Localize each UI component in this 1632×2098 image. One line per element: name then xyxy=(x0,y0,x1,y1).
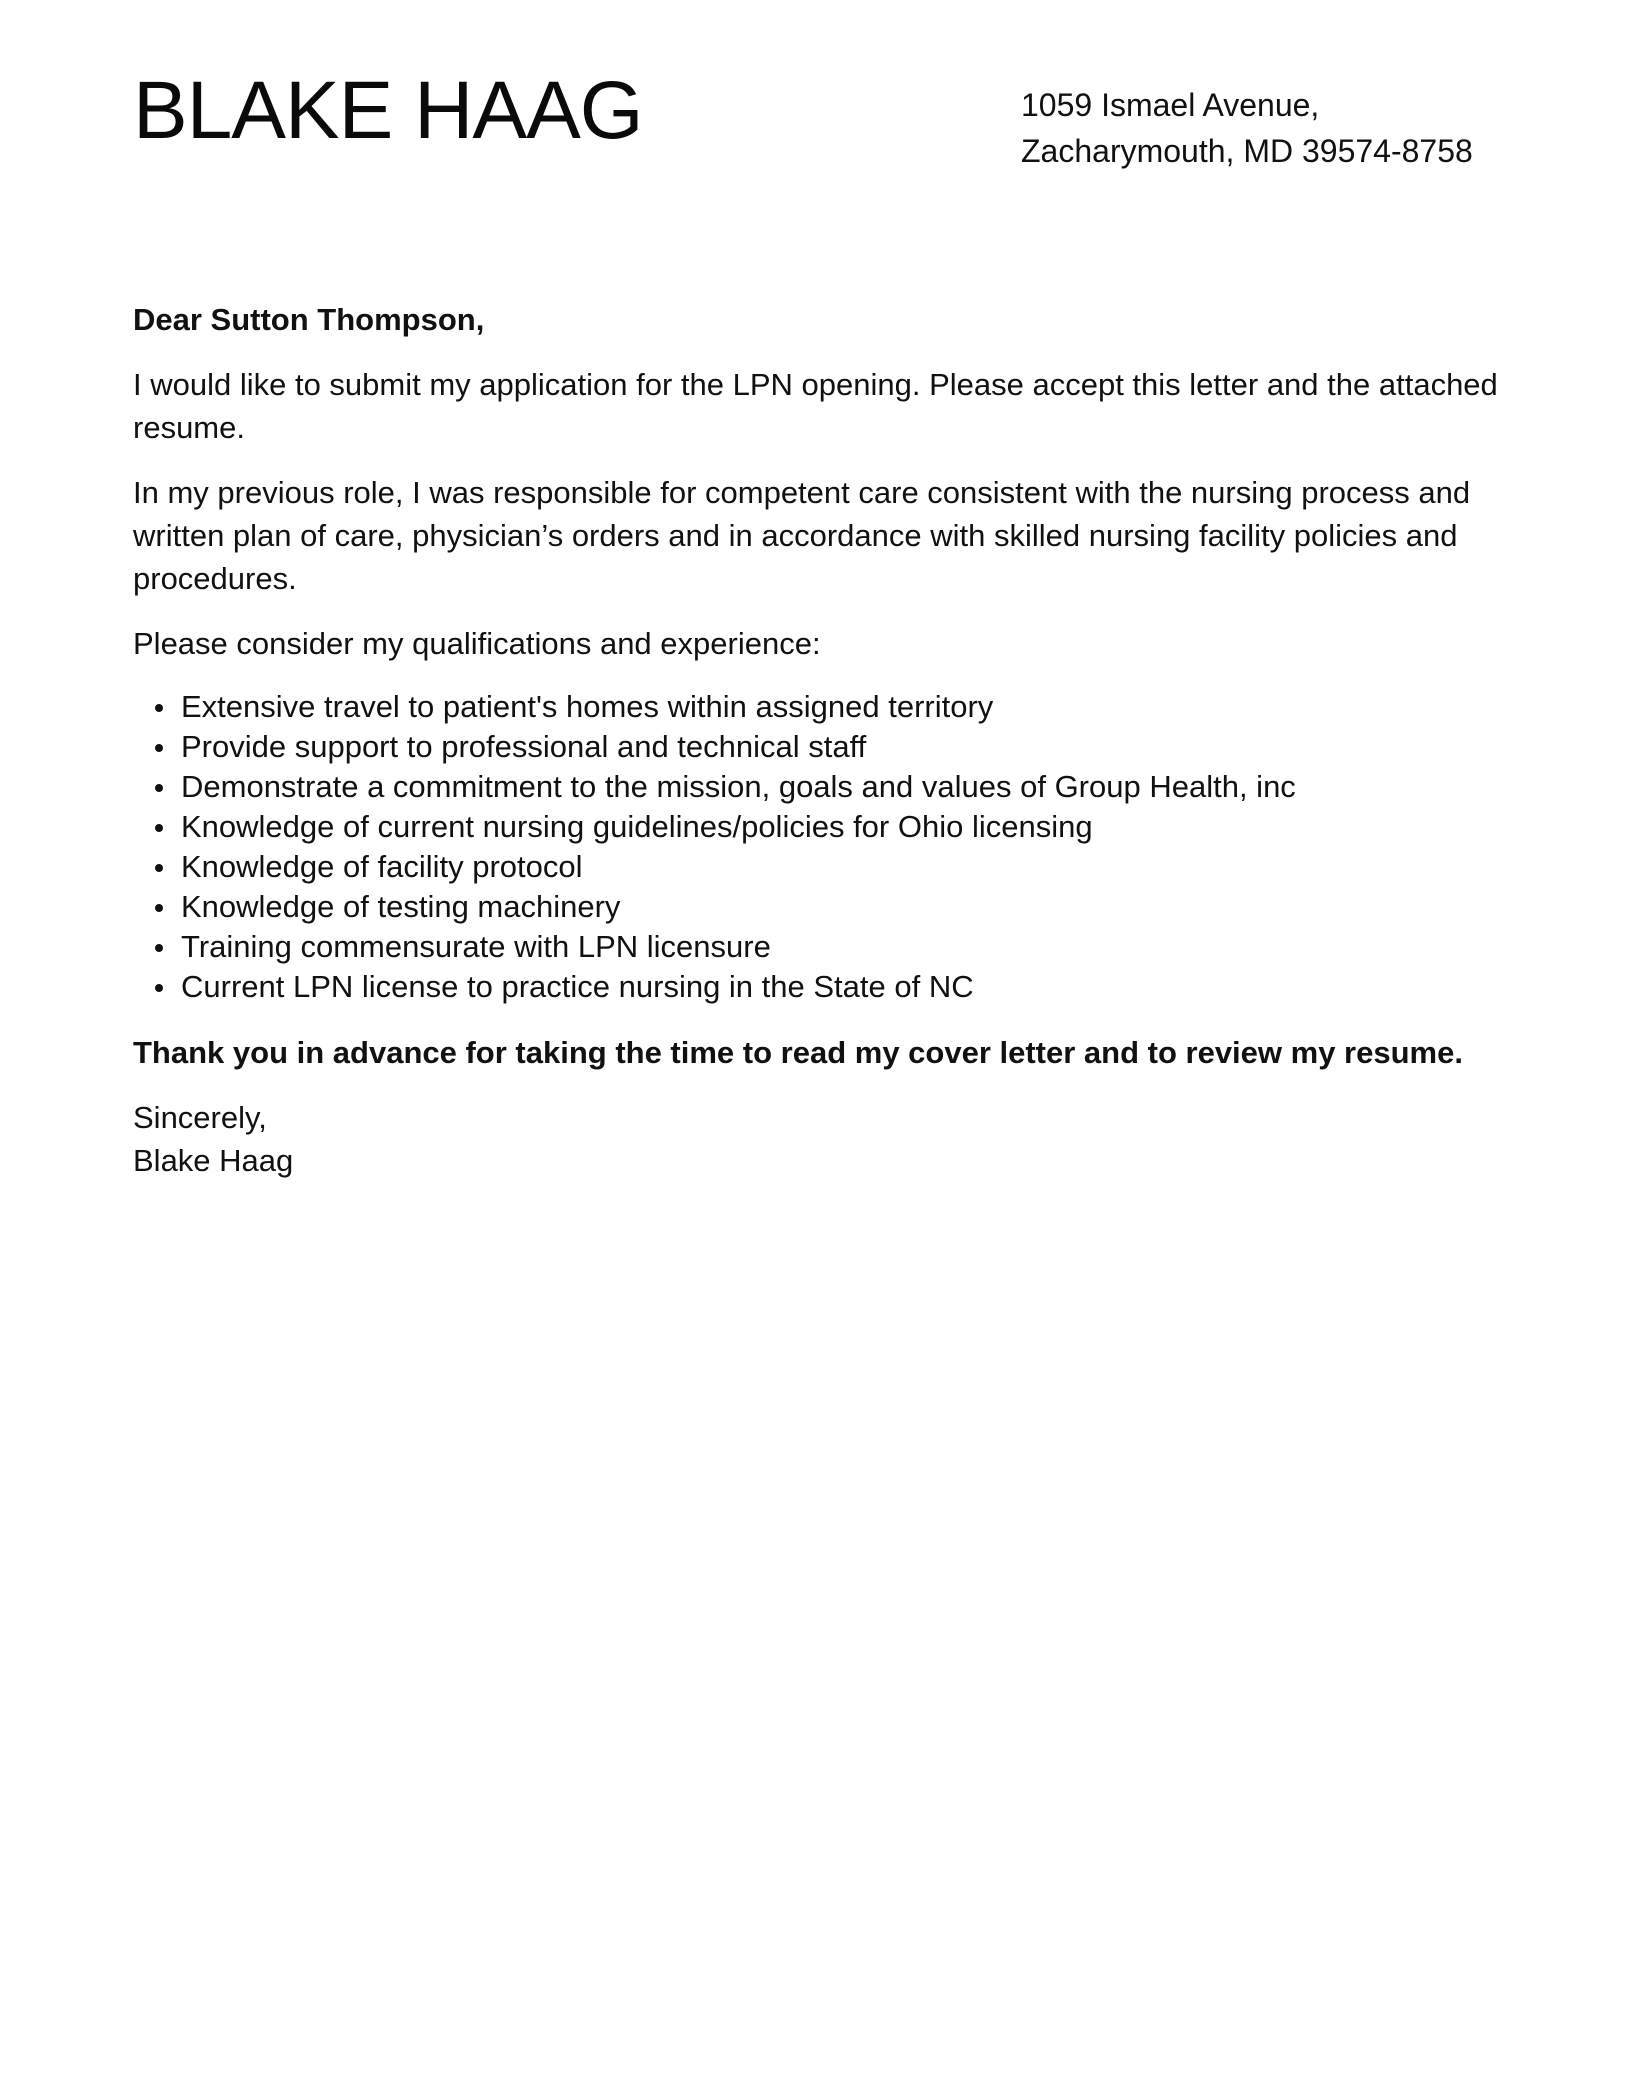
signoff: Sincerely, xyxy=(133,1100,267,1135)
signoff-block xyxy=(133,1096,1503,1182)
list-item: Provide support to professional and technical staff xyxy=(181,727,1503,767)
address-line-1: 1059 Ismael Avenue, xyxy=(1021,87,1320,123)
list-item: Knowledge of testing machinery xyxy=(181,887,1503,927)
letter-body xyxy=(133,298,1503,1182)
applicant-address xyxy=(1021,82,1473,174)
list-item: Extensive travel to patient's homes within assigned territory xyxy=(181,687,1503,727)
qualifications-list xyxy=(133,687,1503,1007)
list-item: Training commensurate with LPN licensure xyxy=(181,927,1503,967)
list-item: Knowledge of current nursing guidelines/policies for Ohio licensing xyxy=(181,807,1503,847)
salutation: Dear Sutton Thompson, xyxy=(133,302,485,337)
address-line-2: Zacharymouth, MD 39574-8758 xyxy=(1021,133,1473,169)
list-item: Demonstrate a commitment to the mission, goals and values of Group Health, inc xyxy=(181,767,1503,807)
list-item: Current LPN license to practice nursing in the State of NC xyxy=(181,967,1503,1007)
intro-paragraph: I would like to submit my application for the LPN opening. Please accept this letter and the attached resume. xyxy=(133,367,1498,445)
closing-statement: Thank you in advance for taking the time to read my cover letter and to review my resume. xyxy=(133,1035,1463,1070)
list-item: Knowledge of facility protocol xyxy=(181,847,1503,887)
qualifications-intro: Please consider my qualifications and experience: xyxy=(133,626,821,661)
experience-paragraph: In my previous role, I was responsible for competent care consistent with the nursing process and written plan of care, physician’s orders and in accordance with skilled nursing facility policies and procedures. xyxy=(133,475,1471,596)
applicant-name: BLAKE HAAG xyxy=(133,65,643,156)
signature-name: Blake Haag xyxy=(133,1143,294,1178)
